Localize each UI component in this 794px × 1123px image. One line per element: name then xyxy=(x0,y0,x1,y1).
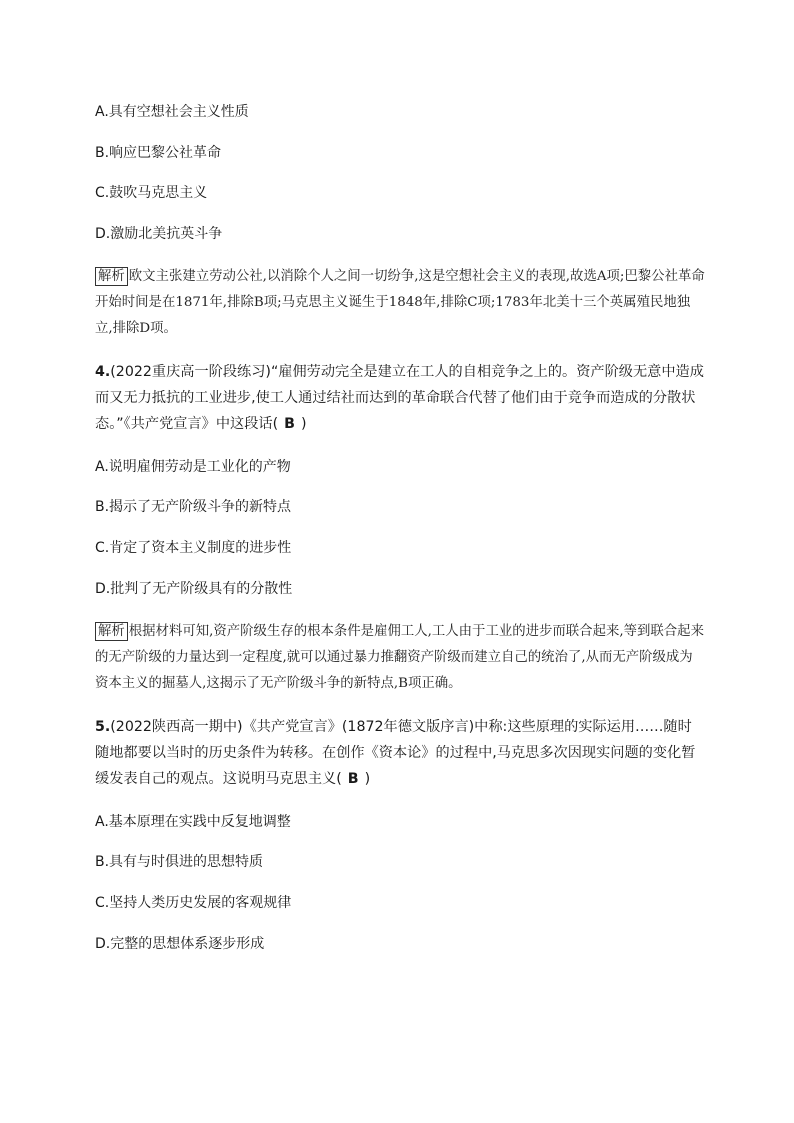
q5-stem-text: (2022陕西高一期中)《共产党宣言》(1872年德文版序言)中称:这些原理的实际运用……随时随地都要以当时的历史条件为转移。在创作《资本论》的过程中,马克思多次因现实问题的变化暂缓发表自己的观点。这说明马克思主义( xyxy=(95,719,696,787)
q3-explanation-text: 欧文主张建立劳动公社,以消除个人之间一切纷争,这是空想社会主义的表现,故选A项;巴黎公社革命开始时间是在1871年,排除B项;马克思主义诞生于1848年,排除C项;1783年北美十三个英属殖民地独立,排除D项。 xyxy=(95,269,705,336)
explanation-tag: 解析 xyxy=(95,267,128,286)
q5-number: 5. xyxy=(95,719,111,735)
q3-option-a: A.具有空想社会主义性质 xyxy=(95,104,249,120)
q4-number: 4. xyxy=(95,364,111,380)
q4-answer: B xyxy=(284,416,295,432)
q5-answer: B xyxy=(347,771,359,787)
q5-option-b: B.具有与时俱进的思想特质 xyxy=(95,854,264,870)
q4-stem-text: (2022重庆高一阶段练习)“雇佣劳动完全是建立在工人的自相竞争之上的。资产阶级无意中造成而又无力抵抗的工业进步,使工人通过结社而达到的革命联合代替了他们由于竞争而造成的分散状态。”《共产党宣言》中这段话( xyxy=(95,364,704,432)
explanation-tag: 解析 xyxy=(95,622,128,641)
q3-option-c: C.鼓吹马克思主义 xyxy=(95,185,208,201)
q4-stem xyxy=(95,359,705,437)
q5-stem-close: ) xyxy=(364,771,371,787)
q4-option-c: C.肯定了资本主义制度的进步性 xyxy=(95,540,292,556)
q5-option-a: A.基本原理在实践中反复地调整 xyxy=(95,814,291,830)
q5-option-c: C.坚持人类历史发展的客观规律 xyxy=(95,895,292,911)
q4-option-a: A.说明雇佣劳动是工业化的产物 xyxy=(95,459,291,475)
q4-option-d: D.批判了无产阶级具有的分散性 xyxy=(95,581,293,597)
q5-option-d: D.完整的思想体系逐步形成 xyxy=(95,936,265,952)
q4-stem-close: ) xyxy=(300,416,307,432)
q3-option-b: B.响应巴黎公社革命 xyxy=(95,145,222,161)
q3-option-d: D.激励北美抗英斗争 xyxy=(95,226,223,242)
q5-stem xyxy=(95,714,705,792)
q4-explanation-text: 根据材料可知,资产阶级生存的根本条件是雇佣工人,工人由于工业的进步而联合起来,等到联合起来的无产阶级的力量达到一定程度,就可以通过暴力推翻资产阶级而建立自己的统治了,从而无产阶级成为资本主义的掘墓人,这揭示了无产阶级斗争的新特点,B项正确。 xyxy=(95,624,704,691)
q4-explanation xyxy=(95,619,705,697)
q3-explanation xyxy=(95,264,705,342)
q4-option-b: B.揭示了无产阶级斗争的新特点 xyxy=(95,499,292,515)
